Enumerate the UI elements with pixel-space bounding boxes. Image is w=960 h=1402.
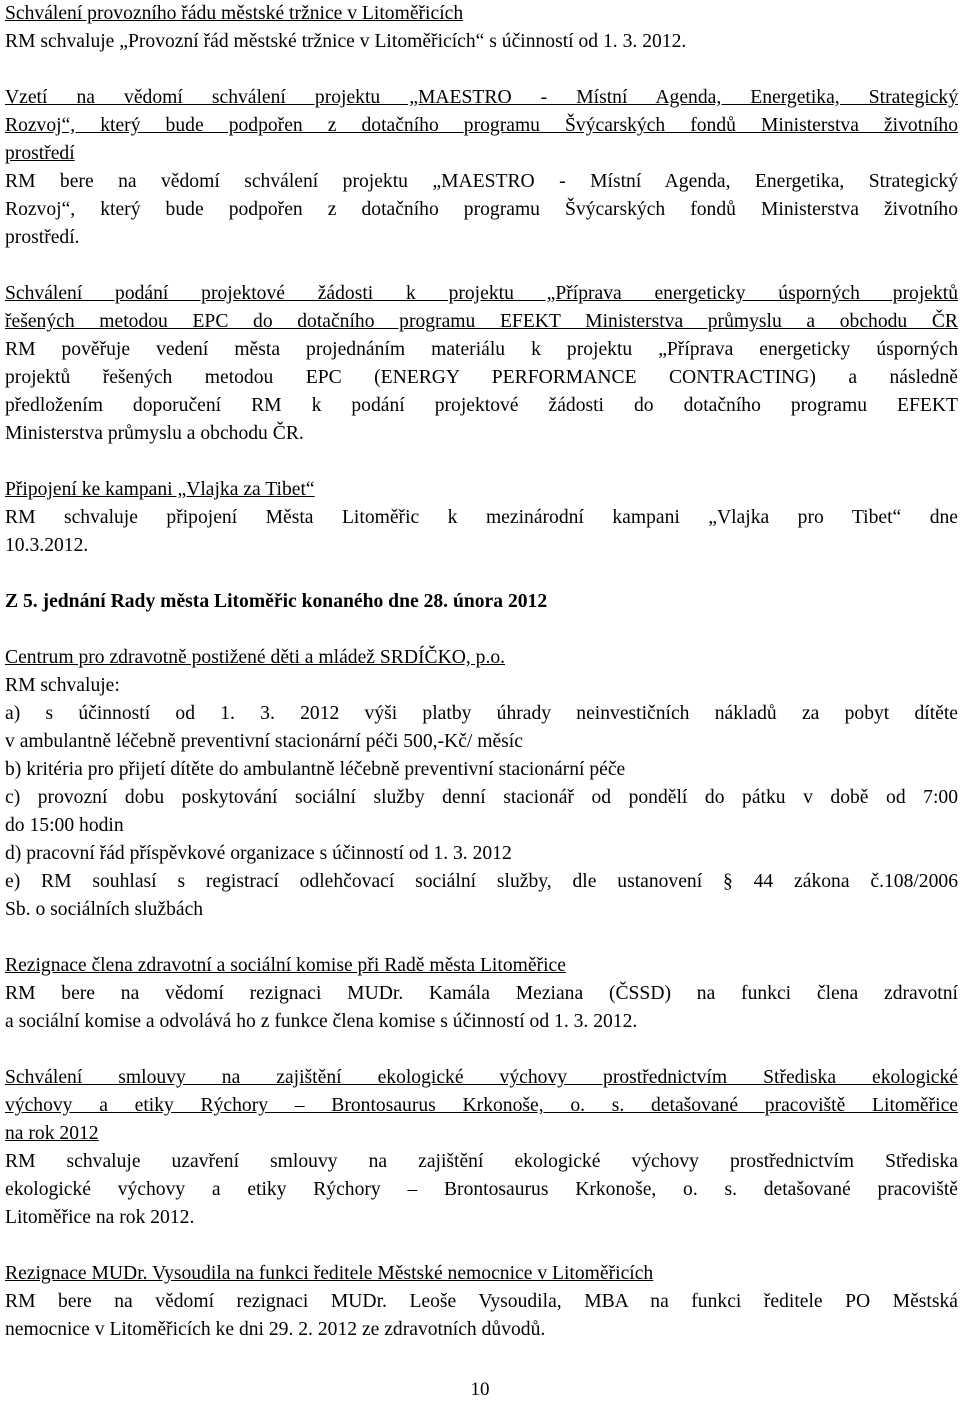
section-body: RM schvaluje uzavření smlouvy na zajištění ekologické výchovy prostřednictvím Střediska <box>5 1151 958 1172</box>
section-heading: Schválení smlouvy na zajištění ekologické výchovy prostřednictvím Střediska ekologické <box>5 1067 958 1088</box>
document-page <box>5 0 958 1372</box>
section-body: Ministerstva průmyslu a obchodu ČR. <box>5 423 304 444</box>
section-heading: řešených metodou EPC do dotačního programu EFEKT Ministerstva průmyslu a obchodu ČR <box>5 311 958 332</box>
section-heading: Rezignace člena zdravotní a sociální komise při Radě města Litoměřice <box>5 955 566 976</box>
section-heading: Centrum pro zdravotně postižené děti a mládež SRDÍČKO, p.o. <box>5 647 506 668</box>
section-srdicko <box>5 644 958 924</box>
section-body: prostředí. <box>5 227 80 248</box>
list-item: b) kritéria pro přijetí dítěte do ambulantně léčebně preventivní stacionární péče <box>5 759 626 780</box>
section-body: Rozvoj“, který bude podpořen z dotačního programu Švýcarských fondů Ministerstva životního <box>5 199 958 220</box>
page-number: 10 <box>470 1379 490 1400</box>
section-body: Litoměřice na rok 2012. <box>5 1207 195 1228</box>
list-item: a) s účinností od 1. 3. 2012 výši platby úhrady neinvestičních nákladů za pobyt dítěte <box>5 703 958 724</box>
meeting-title: Z 5. jednání Rady města Litoměřic konaného dne 28. února 2012 <box>5 591 548 612</box>
section-heading: Schválení podání projektové žádosti k projektu „Příprava energeticky úsporných projektů <box>5 283 958 304</box>
section-meeting-title <box>5 588 958 616</box>
section-body: RM schvaluje připojení Města Litoměřic k mezinárodní kampani „Vlajka pro Tibet“ dne <box>5 507 958 528</box>
list-item: do 15:00 hodin <box>5 815 124 836</box>
section-market-rules <box>5 0 958 56</box>
section-ecology-contract <box>5 1064 958 1232</box>
list-item: d) pracovní řád příspěvkové organizace s účinností od 1. 3. 2012 <box>5 843 512 864</box>
section-body: předložením doporučení RM k podání projektové žádosti do dotačního programu EFEKT <box>5 395 958 416</box>
section-body: projektů řešených metodou EPC (ENERGY PERFORMANCE CONTRACTING) a následně <box>5 367 958 388</box>
section-commission-resignation <box>5 952 958 1036</box>
list-item: c) provozní dobu poskytování sociální služby denní stacionář od pondělí do pátku v době od 7:00 <box>5 787 958 808</box>
section-hospital-director <box>5 1260 958 1344</box>
section-epc-project <box>5 280 958 448</box>
section-heading: prostředí <box>5 143 75 164</box>
section-body: ekologické výchovy a etiky Rýchory – Brontosaurus Krkonoše, o. s. detašované pracoviště <box>5 1179 958 1200</box>
section-body: RM bere na vědomí rezignaci MUDr. Kamála Meziana (ČSSD) na funkci člena zdravotní <box>5 983 958 1004</box>
section-heading: Rozvoj“, který bude podpořen z dotačního programu Švýcarských fondů Ministerstva životního <box>5 115 958 136</box>
section-heading: Připojení ke kampani „Vlajka za Tibet“ <box>5 479 315 500</box>
section-heading: na rok 2012 <box>5 1123 99 1144</box>
list-item: e) RM souhlasí s registrací odlehčovací sociální služby, dle ustanovení § 44 zákona č.108/2006 <box>5 871 958 892</box>
section-maestro-project <box>5 84 958 252</box>
section-body: a sociální komise a odvolává ho z funkce člena komise s účinností od 1. 3. 2012. <box>5 1011 638 1032</box>
section-body: RM bere na vědomí rezignaci MUDr. Leoše Vysoudila, MBA na funkci ředitele PO Městská <box>5 1291 958 1312</box>
list-item: v ambulantně léčebně preventivní stacionární péči 500,-Kč/ měsíc <box>5 731 523 752</box>
section-body: RM schvaluje „Provozní řád městské tržnice v Litoměřicích“ s účinností od 1. 3. 2012. <box>5 31 687 52</box>
section-body: nemocnice v Litoměřicích ke dni 29. 2. 2012 ze zdravotních důvodů. <box>5 1319 546 1340</box>
section-heading: Rezignace MUDr. Vysoudila na funkci ředitele Městské nemocnice v Litoměřicích <box>5 1263 654 1284</box>
section-heading: Vzetí na vědomí schválení projektu „MAESTRO - Místní Agenda, Energetika, Strategický <box>5 87 958 108</box>
section-tibet-flag <box>5 476 958 560</box>
section-heading: výchovy a etiky Rýchory – Brontosaurus Krkonoše, o. s. detašované pracoviště Litoměřice <box>5 1095 958 1116</box>
section-body: RM schvaluje: <box>5 675 120 696</box>
section-body: 10.3.2012. <box>5 535 89 556</box>
section-body: RM pověřuje vedení města projednáním materiálu k projektu „Příprava energeticky úsporných <box>5 339 958 360</box>
section-body: RM bere na vědomí schválení projektu „MAESTRO - Místní Agenda, Energetika, Strategický <box>5 171 958 192</box>
section-heading: Schválení provozního řádu městské tržnice v Litoměřicích <box>5 3 464 24</box>
list-item: Sb. o sociálních službách <box>5 899 204 920</box>
